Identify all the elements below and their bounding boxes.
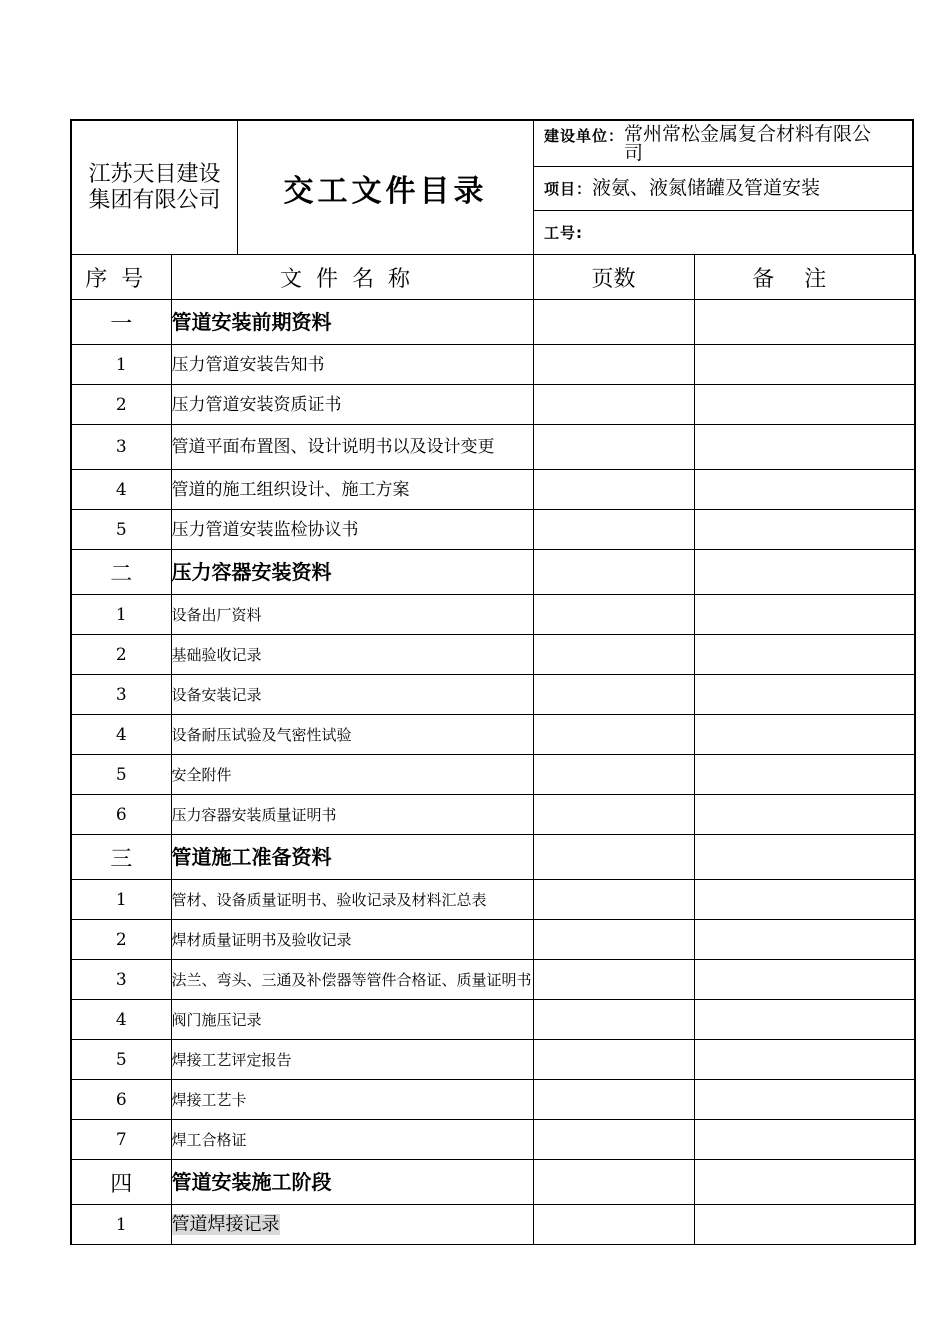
document-page	[70, 119, 914, 1245]
row-seq: 2	[71, 635, 171, 675]
row-pages	[533, 470, 694, 510]
row-remark	[694, 595, 915, 635]
row-file-name: 焊材质量证明书及验收记录	[171, 920, 533, 960]
row-remark	[694, 385, 915, 425]
row-seq: 5	[71, 755, 171, 795]
row-file-name: 管道安装施工阶段	[171, 1160, 533, 1205]
row-pages	[533, 385, 694, 425]
row-seq: 三	[71, 835, 171, 880]
row-pages	[533, 425, 694, 470]
row-seq: 5	[71, 510, 171, 550]
row-remark	[694, 470, 915, 510]
table-body	[71, 300, 915, 1245]
row-pages	[533, 1205, 694, 1245]
table-row	[71, 1120, 915, 1160]
col-header-seq: 序号	[71, 255, 171, 300]
row-pages	[533, 1040, 694, 1080]
row-file-name: 管道施工准备资料	[171, 835, 533, 880]
table-row	[71, 795, 915, 835]
row-seq: 四	[71, 1160, 171, 1205]
table-header-row	[71, 255, 915, 300]
row-file-name: 设备耐压试验及气密性试验	[171, 715, 533, 755]
col-header-name: 文件名称	[171, 255, 533, 300]
row-seq: 二	[71, 550, 171, 595]
table-row	[71, 1040, 915, 1080]
row-pages	[533, 1080, 694, 1120]
table-row	[71, 1205, 915, 1245]
table-row	[71, 595, 915, 635]
row-remark	[694, 1160, 915, 1205]
section-row	[71, 300, 915, 345]
row-remark	[694, 1000, 915, 1040]
header-block	[70, 119, 914, 254]
row-file-name: 设备安装记录	[171, 675, 533, 715]
row-remark	[694, 795, 915, 835]
row-remark	[694, 835, 915, 880]
row-file-name: 压力容器安装资料	[171, 550, 533, 595]
row-pages	[533, 835, 694, 880]
table-row	[71, 675, 915, 715]
row-pages	[533, 635, 694, 675]
row-seq: 4	[71, 715, 171, 755]
job-row	[534, 211, 912, 254]
table-row	[71, 385, 915, 425]
row-file-name: 管道的施工组织设计、施工方案	[171, 470, 533, 510]
row-remark	[694, 755, 915, 795]
row-file-name: 焊接工艺评定报告	[171, 1040, 533, 1080]
project-label: 项目：	[544, 180, 593, 198]
row-pages	[533, 1120, 694, 1160]
row-file-name: 管道平面布置图、设计说明书以及设计变更	[171, 425, 533, 470]
row-remark	[694, 675, 915, 715]
row-pages	[533, 345, 694, 385]
row-file-name: 管道安装前期资料	[171, 300, 533, 345]
row-seq: 1	[71, 595, 171, 635]
row-remark	[694, 960, 915, 1000]
row-seq: 5	[71, 1040, 171, 1080]
row-file-name: 基础验收记录	[171, 635, 533, 675]
row-pages	[533, 550, 694, 595]
owner-label: 建设单位：	[544, 127, 625, 145]
row-seq: 3	[71, 675, 171, 715]
owner-row	[534, 121, 912, 167]
row-seq: 7	[71, 1120, 171, 1160]
job-label: 工号:	[544, 224, 583, 242]
row-file-name: 焊工合格证	[171, 1120, 533, 1160]
row-remark	[694, 1080, 915, 1120]
row-file-name: 压力管道安装告知书	[171, 345, 533, 385]
section-row	[71, 550, 915, 595]
table-row	[71, 1080, 915, 1120]
row-file-name: 法兰、弯头、三通及补偿器等管件合格证、质量证明书	[171, 960, 533, 1000]
row-seq: 3	[71, 425, 171, 470]
row-pages	[533, 1000, 694, 1040]
company-name: 江苏天目建设集团有限公司	[72, 121, 238, 254]
row-seq: 1	[71, 1205, 171, 1245]
row-remark	[694, 715, 915, 755]
document-title: 交工文件目录	[238, 121, 534, 254]
table-row	[71, 425, 915, 470]
row-remark	[694, 635, 915, 675]
row-file-name: 阀门施压记录	[171, 1000, 533, 1040]
row-remark	[694, 550, 915, 595]
row-pages	[533, 595, 694, 635]
row-remark	[694, 300, 915, 345]
table-row	[71, 755, 915, 795]
row-file-name: 压力管道安装监检协议书	[171, 510, 533, 550]
row-pages	[533, 795, 694, 835]
row-pages	[533, 1160, 694, 1205]
row-pages	[533, 675, 694, 715]
info-panel	[534, 121, 912, 254]
row-pages	[533, 960, 694, 1000]
row-seq: 2	[71, 385, 171, 425]
table-row	[71, 960, 915, 1000]
project-row	[534, 167, 912, 211]
highlighted-text: 管道焊接记录	[171, 1213, 280, 1235]
row-remark	[694, 1120, 915, 1160]
row-file-name: 设备出厂资料	[171, 595, 533, 635]
row-seq: 2	[71, 920, 171, 960]
table-row	[71, 635, 915, 675]
table-row	[71, 920, 915, 960]
file-list-table	[70, 254, 916, 1245]
row-seq: 4	[71, 470, 171, 510]
row-remark	[694, 880, 915, 920]
project-value: 液氨、液氮储罐及管道安装	[592, 177, 821, 199]
row-seq: 1	[71, 880, 171, 920]
row-file-name: 压力容器安装质量证明书	[171, 795, 533, 835]
row-remark	[694, 920, 915, 960]
row-pages	[533, 920, 694, 960]
table-row	[71, 715, 915, 755]
row-pages	[533, 880, 694, 920]
owner-value: 常州常松金属复合材料有限公司	[624, 123, 872, 164]
section-row	[71, 1160, 915, 1205]
col-header-remark: 备注	[694, 255, 915, 300]
row-seq: 3	[71, 960, 171, 1000]
row-file-name: 管材、设备质量证明书、验收记录及材料汇总表	[171, 880, 533, 920]
row-remark	[694, 1205, 915, 1245]
row-pages	[533, 715, 694, 755]
row-seq: 6	[71, 1080, 171, 1120]
row-file-name: 焊接工艺卡	[171, 1080, 533, 1120]
row-remark	[694, 345, 915, 385]
section-row	[71, 835, 915, 880]
row-seq: 一	[71, 300, 171, 345]
row-seq: 4	[71, 1000, 171, 1040]
table-row	[71, 345, 915, 385]
row-pages	[533, 510, 694, 550]
row-file-name: 安全附件	[171, 755, 533, 795]
row-remark	[694, 425, 915, 470]
row-file-name	[171, 1205, 533, 1245]
row-pages	[533, 755, 694, 795]
row-pages	[533, 300, 694, 345]
table-row	[71, 1000, 915, 1040]
row-remark	[694, 1040, 915, 1080]
row-file-name: 压力管道安装资质证书	[171, 385, 533, 425]
table-row	[71, 880, 915, 920]
row-remark	[694, 510, 915, 550]
col-header-pages: 页数	[533, 255, 694, 300]
row-seq: 6	[71, 795, 171, 835]
row-seq: 1	[71, 345, 171, 385]
table-row	[71, 470, 915, 510]
table-row	[71, 510, 915, 550]
